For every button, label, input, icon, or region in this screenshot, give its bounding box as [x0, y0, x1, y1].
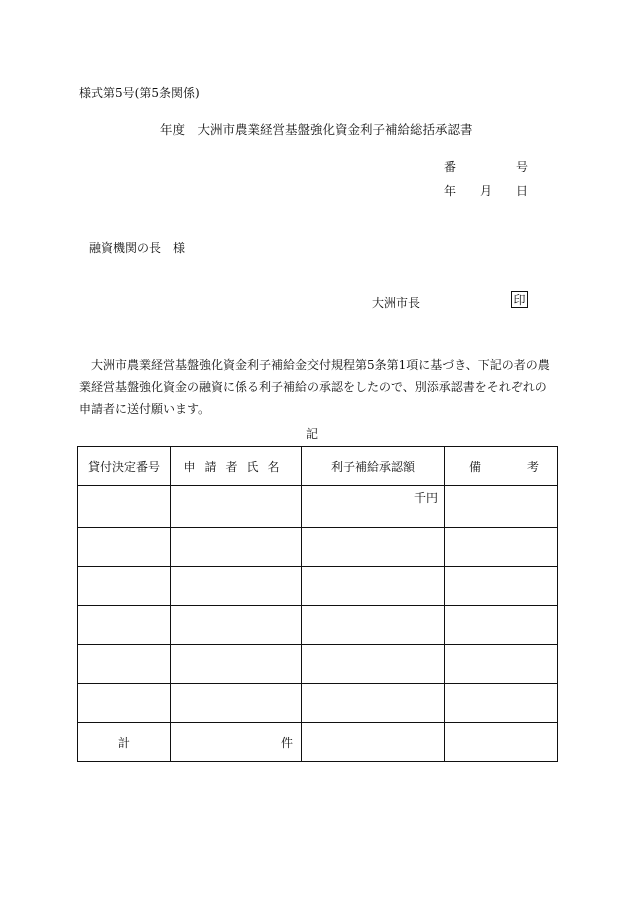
number-label-suffix: 号 — [515, 160, 528, 174]
cell-loan-number[interactable] — [78, 645, 171, 684]
table-row — [78, 486, 558, 528]
header-remarks-1: 備 — [469, 459, 482, 474]
cell-applicant-name[interactable] — [171, 567, 302, 606]
cell-approved-amount[interactable] — [302, 528, 445, 567]
form-number: 様式第5号(第5条関係) — [79, 86, 200, 100]
addressee: 融資機関の長 様 — [89, 241, 186, 255]
date-label — [444, 182, 528, 199]
cell-approved-amount[interactable] — [302, 486, 445, 528]
date-month: 月 — [479, 184, 492, 198]
seal-stamp: 印 — [511, 291, 528, 308]
unit-label: 千円 — [413, 491, 438, 505]
table-row — [78, 528, 558, 567]
number-label-kanji: 番 — [444, 160, 457, 174]
header-remarks-2: 考 — [526, 459, 539, 474]
total-amount-cell[interactable] — [302, 723, 445, 762]
cell-applicant-name[interactable] — [171, 606, 302, 645]
ki-heading: 記 — [306, 427, 319, 441]
count-unit: 件 — [280, 735, 293, 750]
cell-remarks[interactable] — [445, 567, 558, 606]
table-row — [78, 567, 558, 606]
cell-loan-number[interactable] — [78, 486, 171, 528]
total-remarks-cell[interactable] — [445, 723, 558, 762]
table-total-row — [78, 723, 558, 762]
header-loan-number: 貸付決定番号 — [78, 447, 171, 486]
cell-loan-number[interactable] — [78, 684, 171, 723]
cell-loan-number[interactable] — [78, 606, 171, 645]
date-day: 日 — [515, 184, 528, 198]
total-count-cell[interactable] — [171, 723, 302, 762]
cell-applicant-name[interactable] — [171, 684, 302, 723]
table-row — [78, 606, 558, 645]
cell-approved-amount[interactable] — [302, 606, 445, 645]
cell-remarks[interactable] — [445, 528, 558, 567]
table-row — [78, 684, 558, 723]
table-header-row — [78, 447, 558, 486]
cell-loan-number[interactable] — [78, 528, 171, 567]
issuer-name: 大洲市長 — [372, 296, 421, 310]
cell-applicant-name[interactable] — [171, 645, 302, 684]
header-remarks — [445, 447, 558, 486]
cell-remarks[interactable] — [445, 486, 558, 528]
cell-approved-amount[interactable] — [302, 645, 445, 684]
cell-approved-amount[interactable] — [302, 567, 445, 606]
cell-remarks[interactable] — [445, 645, 558, 684]
cell-applicant-name[interactable] — [171, 486, 302, 528]
body-text: 大洲市農業経営基盤強化資金利子補給金交付規程第5条第1項に基づき、下記の者の農業経営基盤強化資金の融資に係る利子補給の承認をしたので、別添承認書をそれぞれの申請者に送付願います。 — [79, 358, 550, 416]
header-approved-amount: 利子補給承認額 — [302, 447, 445, 486]
total-label: 計 — [78, 723, 171, 762]
approval-table — [77, 446, 558, 762]
document-title: 年度 大洲市農業経営基盤強化資金利子補給総括承認書 — [160, 122, 473, 137]
cell-applicant-name[interactable] — [171, 528, 302, 567]
header-applicant-name: 申請者氏名 — [171, 447, 302, 486]
cell-remarks[interactable] — [445, 684, 558, 723]
cell-remarks[interactable] — [445, 606, 558, 645]
document-number-label — [444, 158, 528, 175]
cell-loan-number[interactable] — [78, 567, 171, 606]
date-year: 年 — [444, 184, 457, 198]
table-row — [78, 645, 558, 684]
cell-approved-amount[interactable] — [302, 684, 445, 723]
